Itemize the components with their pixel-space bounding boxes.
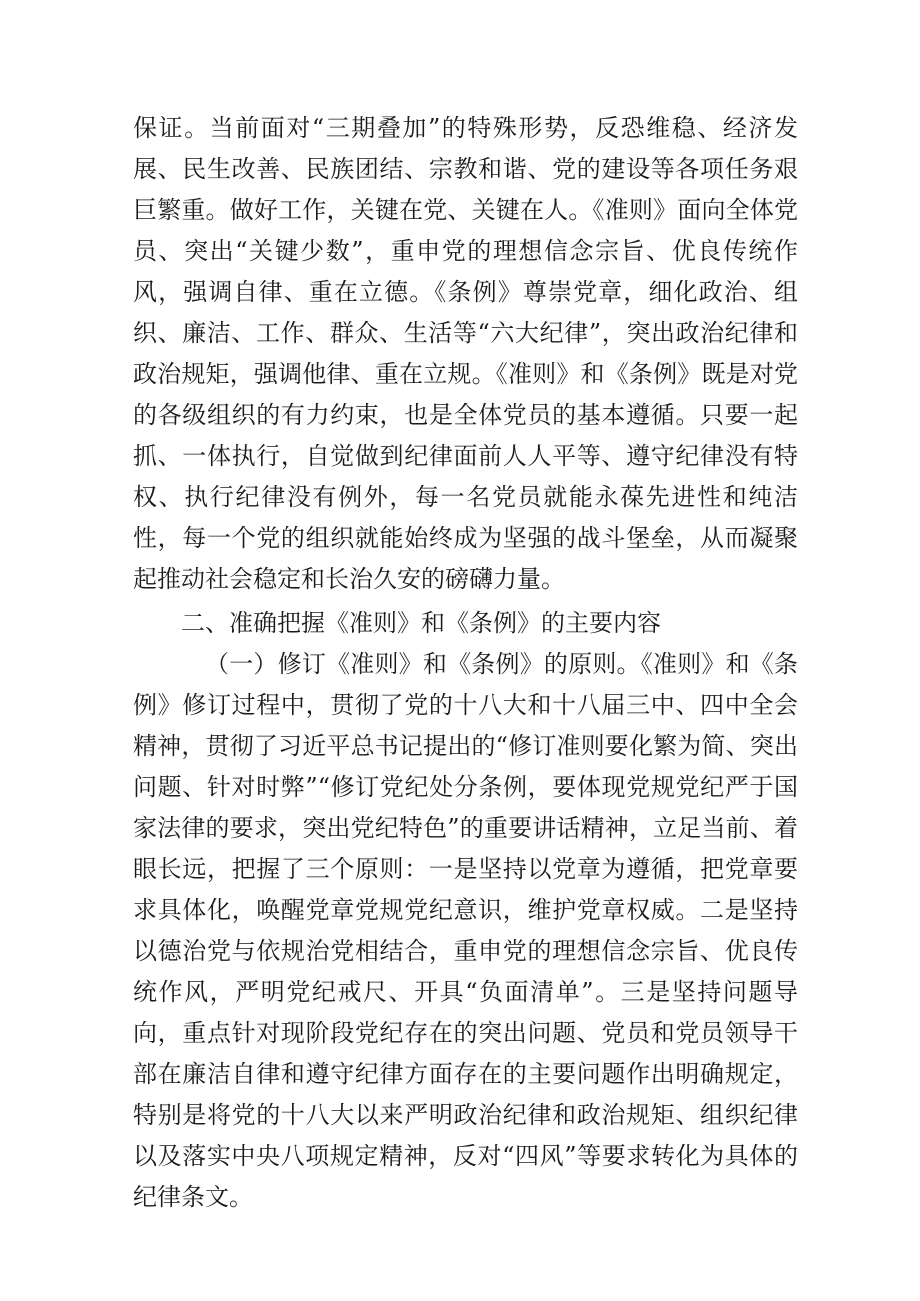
paragraph-principles: （一）修订《准则》和《条例》的原则。《准则》和《条例》修订过程中，贯彻了党的十八大和十八届三中、四中全会精神，贯彻了习近平总书记提出的“修订准则要化繁为简、突出问题、针对时弊”“修订党纪处分条例，要体现党规党纪严于国家法律的要求，突出党纪特色”的重要讲话精神，立足当前、着眼长远，把握了三个原则：一是坚持以党章为遵循，把党章要求具体化，唤醒党章党规党纪意识，维护党章权威。二是坚持以德治党与依规治党相结合，重申党的理想信念宗旨、优良传统作风，严明党纪戒尺、开具“负面清单”。三是坚持问题导向，重点针对现阶段党纪存在的突出问题、党员和党员领导干部在廉洁自律和遵守纪律方面存在的主要问题作出明确规定，特别是将党的十八大以来严明政治纪律和政治规矩、组织纪律以及落实中央八项规定精神，反对“四风”等要求转化为具体的纪律条文。 — [133, 650, 798, 1211]
document-body — [133, 108, 798, 1218]
paragraph-continuation: 保证。当前面对“三期叠加”的特殊形势，反恐维稳、经济发展、民生改善、民族团结、宗教和谐、党的建设等各项任务艰巨繁重。做好工作，关键在党、关键在人。《准则》面向全体党员、突出“关键少数”，重申党的理想信念宗旨、优良传统作风，强调自律、重在立德。《条例》尊崇党章，细化政治、组织、廉洁、工作、群众、生活等“六大纪律”，突出政治纪律和政治规矩，强调他律、重在立规。《准则》和《条例》既是对党的各级组织的有力约束，也是全体党员的基本遵循。只要一起抓、一体执行，自觉做到纪律面前人人平等、遵守纪律没有特权、执行纪律没有例外，每一名党员就能永葆先进性和纯洁性，每一个党的组织就能始终成为坚强的战斗堡垒，从而凝聚起推动社会稳定和长治久安的磅礴力量。 — [133, 114, 798, 593]
section-heading: 二、准确把握《准则》和《条例》的主要内容 — [181, 609, 661, 637]
